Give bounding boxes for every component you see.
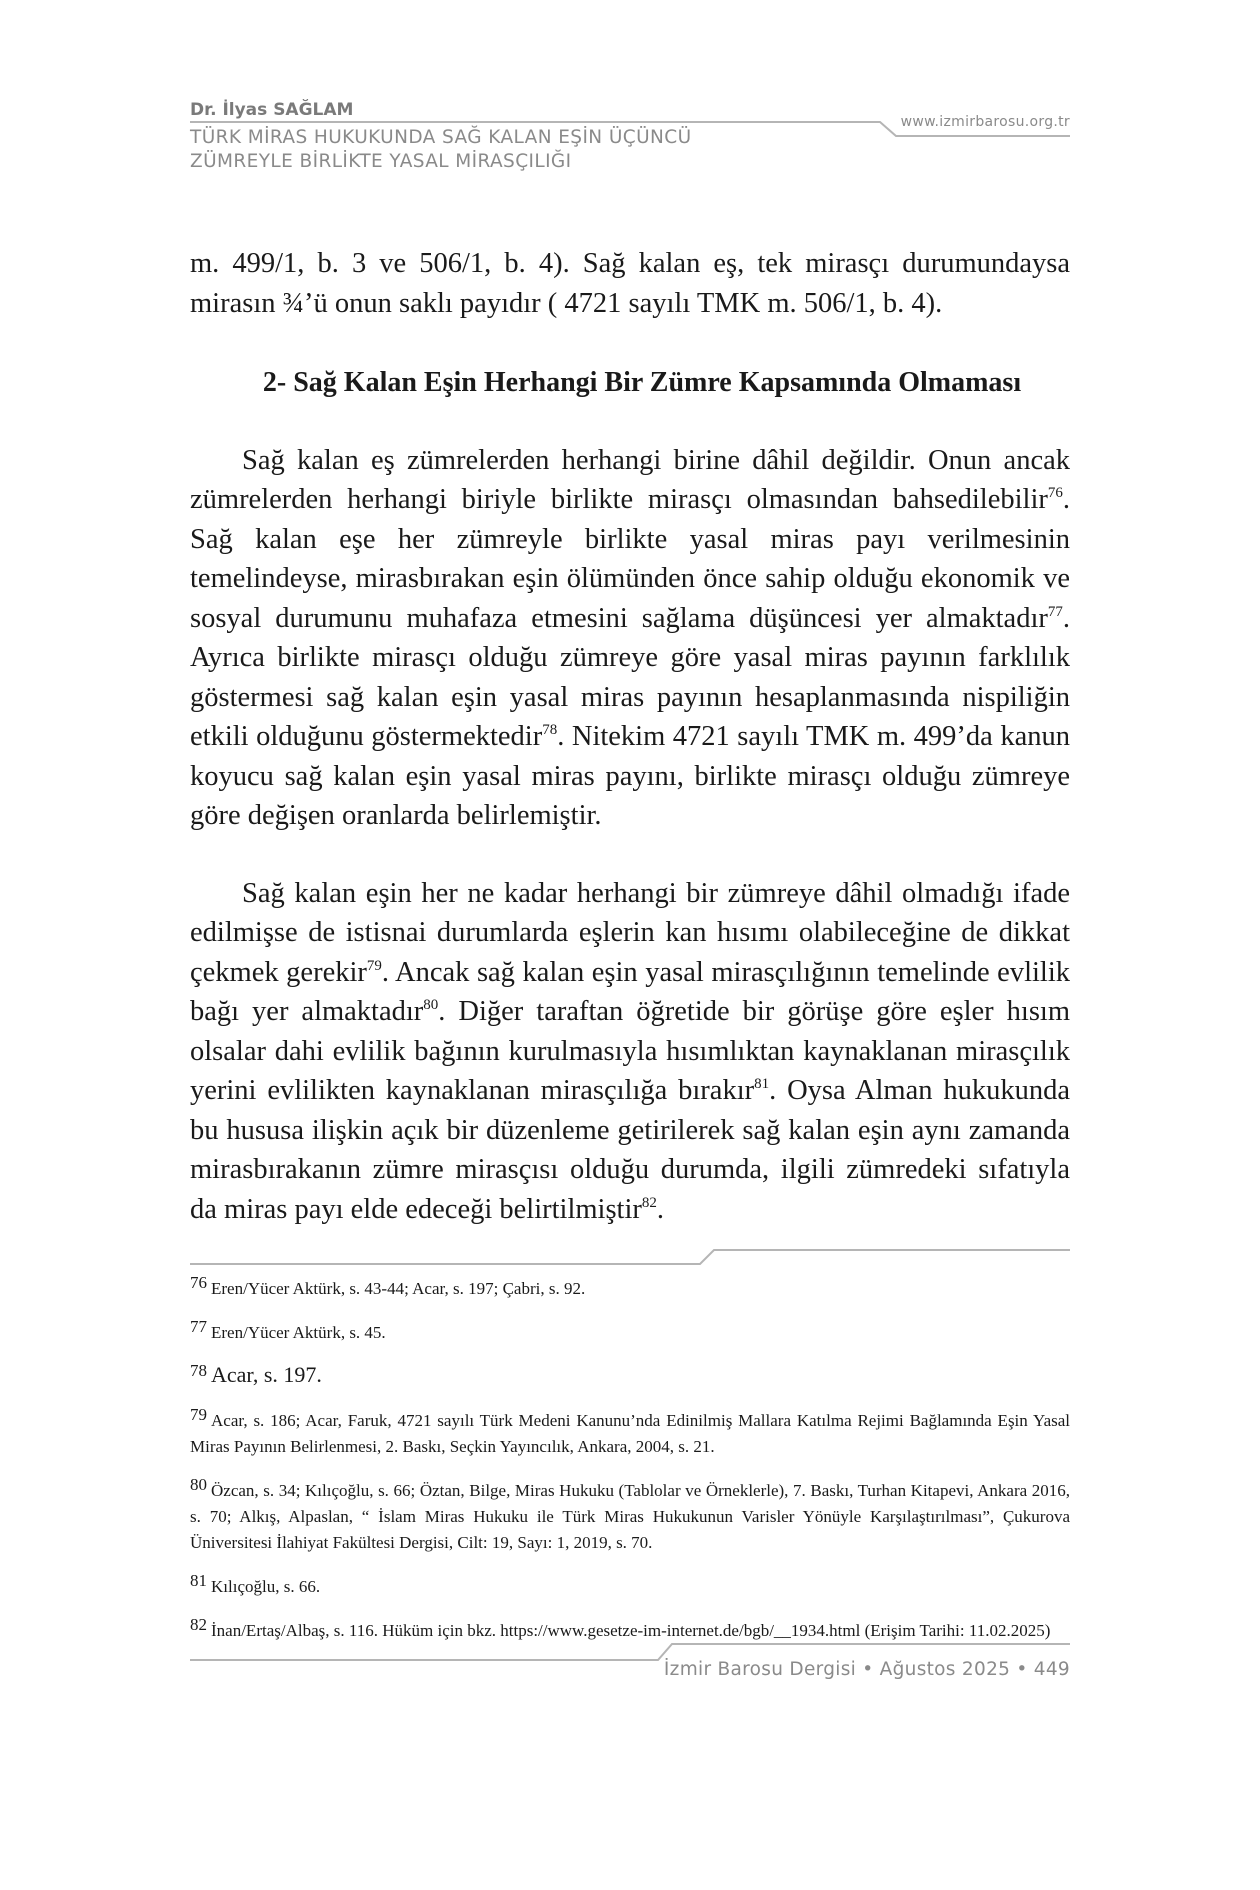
footnote-79: 79 Acar, s. 186; Acar, Faruk, 4721 sayılı Türk Medeni Kanunu’nda Edinilmiş Mallara Katılma Rejimi Bağlamında Eşin Yasal Miras Payının Belirlenmesi, 2. Baskı, Seçkin Yayıncılık, Ankara, 2004, s. 21.	[190, 1405, 1070, 1456]
paragraph-1: Sağ kalan eş zümrelerden herhangi birine dâhil değildir. Onun ancak zümrelerden herhangi biriyle birlikte mirasçı olmasından bahsedilebilir$^{76}$. Sağ kalan eşe her zümreyle birlikte yasal miras payı verilmesinin temelindeyse, mirasbırakan eşin ölümünden önce sahip olduğu ekonomik ve sosyal durumunu muhafaza etmesini sağlama düşüncesi yer almaktadır$^{77}$. Ayrıca birlikte mirasçı olduğu zümreye göre yasal miras payının farklılık göstermesi sağ kalan eşin yasal miras payının hesaplanmasında nispiliğin etkili olduğunu göstermektedir$^{78}$. Nitekim 4721 sayılı TMK m. 499’da kanun koyucu sağ kalan eşin yasal miras payını, birlikte mirasçı olduğu zümreye göre değişen oranlarda belirlemiştir.	[190, 444, 1070, 831]
article-title-line-2: ZÜMREYLE BİRLİKTE YASAL MİRASÇILIĞI	[190, 151, 572, 172]
footnote-82: 82 İnan/Ertaş/Albaş, s. 116. Hüküm için bkz. https://www.gesetze-im-internet.de/bgb/__1934.html (Erişim Tarihi: 11.02.2025)	[190, 1615, 1051, 1640]
footnote-ref-77: 77	[1047, 603, 1063, 620]
site-url: www.izmirbarosu.org.tr	[900, 114, 1070, 130]
footnotes	[190, 1270, 1070, 1656]
footnote-81: 81 Kılıçoğlu, s. 66.	[190, 1571, 321, 1596]
footnote-ref-76: 76	[1047, 485, 1063, 501]
footnote-80: 80 Özcan, s. 34; Kılıçoğlu, s. 66; Öztan, Bilge, Miras Hukuku (Tablolar ve Örneklerle), 7. Baskı, Turhan Kitapevi, Ankara 2016, s. 70; Alkış, Alpaslan, “ İslam Miras Hukuku ile Türk Miras Hukukunun Varisler Yönüyle Karşılaştırılması”, Çukurova Üniversitesi İlahiyat Fakültesi Dergisi, Cilt: 19, Sayı: 1, 2019, s. 70.	[190, 1475, 1070, 1552]
article-body	[190, 244, 1070, 1229]
footnote-ref-82: 82	[641, 1194, 657, 1211]
footnote-76: 76 Eren/Yücer Aktürk, s. 43-44; Acar, s. 197; Çabri, s. 92.	[190, 1273, 586, 1298]
running-header	[190, 100, 1070, 190]
page-footer: İzmir Barosu Dergisi • Ağustos 2025 • 449	[663, 1659, 1070, 1680]
article-title-line-1: TÜRK MİRAS HUKUKUNDA SAĞ KALAN EŞİN ÜÇÜNCÜ	[190, 127, 692, 148]
footnote-ref-79: 79	[366, 957, 382, 974]
footnote-ref-78: 78	[542, 722, 558, 738]
author-name: Dr. İlyas SAĞLAM	[190, 100, 354, 120]
footnote-78: 78 Acar, s. 197.	[190, 1361, 322, 1387]
header-rule	[190, 118, 1070, 142]
footnote-ref-81: 81	[754, 1076, 770, 1092]
paragraph-continued: m. 499/1, b. 3 ve 506/1, b. 4). Sağ kalan eş, tek mirasçı durumundaysa mirasın ¾’ü onun saklı payıdır ( 4721 sayılı TMK m. 506/1, b. 4).	[190, 248, 1070, 319]
footnote-rule	[190, 1244, 1070, 1268]
paragraph-2: Sağ kalan eşin her ne kadar herhangi bir zümreye dâhil olmadığı ifade edilmişse de istisnai durumlarda eşlerin kan hısımı olabileceğine de dikkat çekmek gerekir$^{79}$. Ancak sağ kalan eşin yasal mirasçılığının temelinde evlilik bağı yer almaktadır$^{80}$. Diğer taraftan öğretide bir görüşe göre eşler hısım olsalar dahi evlilik bağının kurulmasıyla hısımlıktan kaynaklanan mirasçılık yerini evlilikten kaynaklanan mirasçılığa bırakır$^{81}$. Oysa Alman hukukunda bu hususa ilişkin açık bir düzenleme getirilerek sağ kalan eşin aynı zamanda mirasbırakanın zümre mirasçısı olduğu durumda, ilgili zümredeki sıfatıyla da miras payı elde edeceği belirtilmiştir$^{82}$.	[190, 877, 1070, 1225]
section-heading: 2- Sağ Kalan Eşin Herhangi Bir Zümre Kapsamında Olmaması	[262, 367, 1022, 398]
footnote-ref-80: 80	[423, 997, 439, 1013]
footnote-77: 77 Eren/Yücer Aktürk, s. 45.	[190, 1317, 386, 1342]
